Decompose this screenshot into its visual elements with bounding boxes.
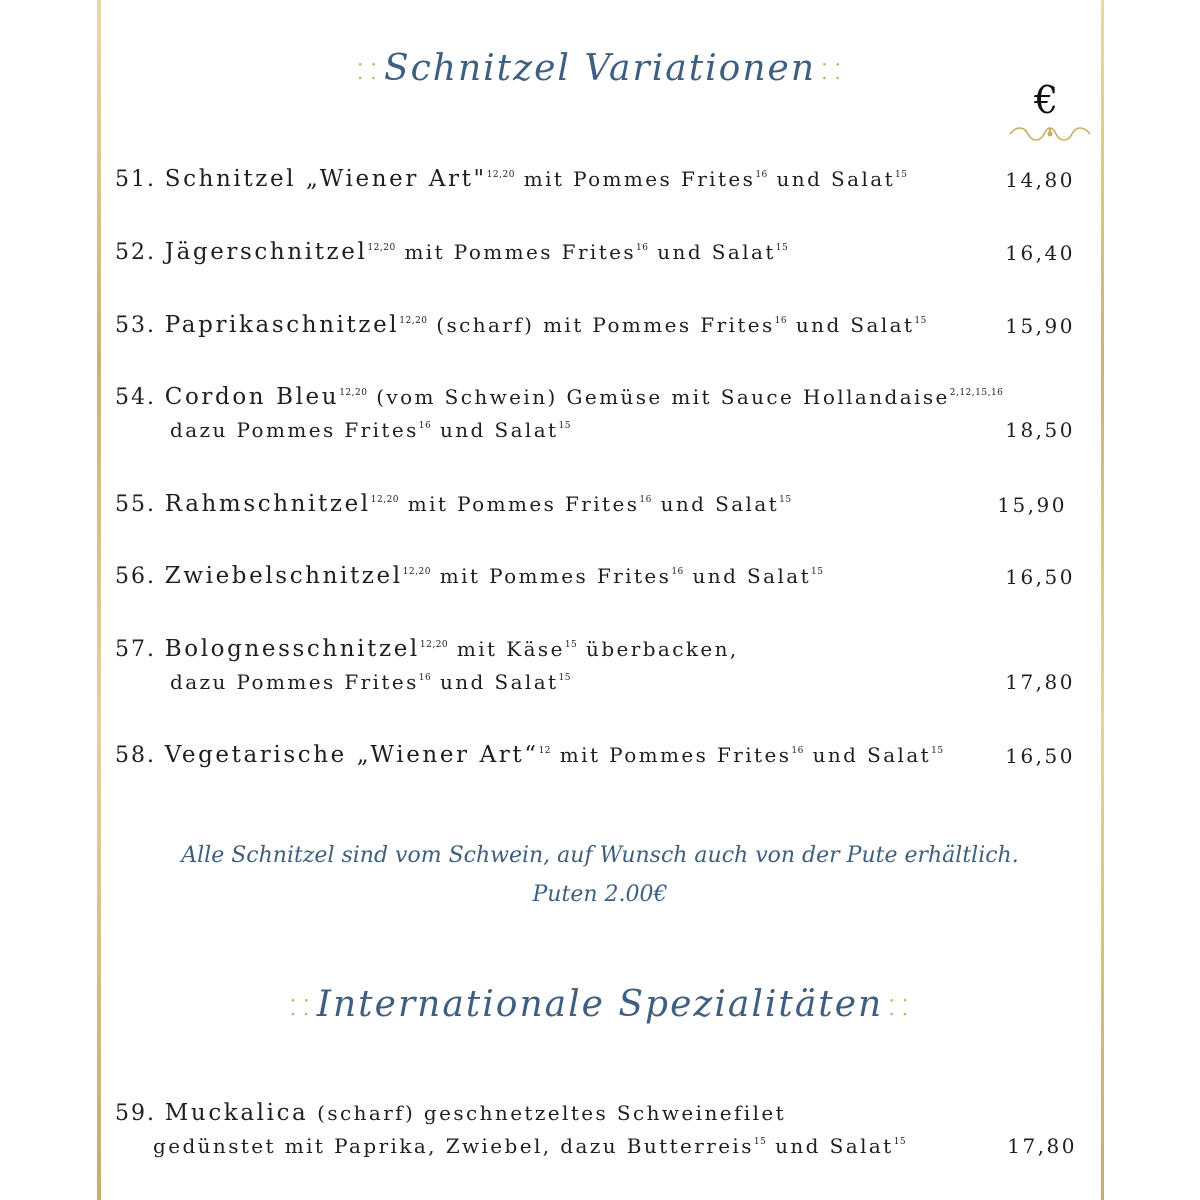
- menu-item-51: [115, 166, 1075, 192]
- allergen-code: 16: [755, 170, 768, 180]
- item-description: und Salat: [648, 240, 776, 264]
- item-line-2: [115, 670, 1075, 694]
- allergen-code: 15: [811, 567, 824, 577]
- item-number: 57.: [115, 637, 156, 662]
- item-price: 16,50: [1005, 565, 1075, 589]
- currency-symbol: €: [1034, 78, 1059, 122]
- allergen-code: 15: [895, 170, 908, 180]
- item-description: mit Käse: [448, 637, 565, 661]
- item-name: Muckalica: [164, 1100, 309, 1126]
- menu-item-56: [115, 563, 1075, 589]
- item-name: Rahmschnitzel: [164, 491, 371, 517]
- item-description: und Salat: [767, 167, 896, 191]
- ornament-right-icon: ⸬: [822, 60, 843, 85]
- item-price: 18,50: [1005, 418, 1075, 442]
- allergen-code: 2,12,15,16: [949, 388, 1004, 398]
- allergen-code: 16: [418, 421, 432, 431]
- allergen-code: 15: [779, 495, 792, 505]
- item-line-2: [115, 1134, 1077, 1158]
- item-name: Schnitzel „Wiener Art": [164, 166, 487, 192]
- item-description: mit Pommes Frites: [551, 743, 792, 767]
- item-price: 17,80: [1005, 670, 1075, 694]
- item-number: 59.: [115, 1101, 156, 1126]
- item-number: 56.: [115, 564, 156, 589]
- section-title-schnitzel: [0, 48, 1200, 89]
- item-number: 55.: [115, 492, 156, 517]
- menu-item-52: [115, 239, 1075, 265]
- item-description: und Salat: [803, 743, 932, 767]
- allergen-code: 12,20: [370, 495, 400, 505]
- item-description: dazu Pommes Frites: [170, 670, 419, 694]
- item-price: 14,80: [1005, 168, 1075, 192]
- item-price: 16,40: [1005, 241, 1075, 265]
- allergen-code: 12,20: [399, 316, 428, 326]
- item-number: 53.: [115, 313, 156, 338]
- item-name: Bolognesschnitzel: [164, 636, 420, 662]
- item-description: (vom Schwein) Gemüse mit Sauce Hollandaise: [367, 385, 950, 409]
- item-description: mit Pommes Frites: [399, 492, 640, 516]
- allergen-code: 16: [418, 673, 432, 683]
- menu-item-59: [115, 1100, 1077, 1158]
- item-description: mit Pommes Frites: [395, 240, 637, 264]
- item-price: 16,50: [1005, 744, 1075, 768]
- section-title-text: Internationale Spezialitäten: [316, 984, 884, 1025]
- item-price: 15,90: [997, 493, 1067, 517]
- allergen-code: 12,20: [486, 170, 515, 180]
- ornament-right-icon: ⸬: [889, 996, 910, 1021]
- item-name: Paprikaschnitzel: [164, 312, 400, 338]
- allergen-code: 15: [564, 640, 578, 650]
- item-description: und Salat: [787, 313, 915, 337]
- allergen-code: 15: [558, 673, 571, 683]
- note-line-1: Alle Schnitzel sind vom Schwein, auf Wunsch auch von der Pute erhältlich.: [181, 843, 1019, 868]
- item-description: und Salat: [766, 1134, 894, 1158]
- section-title-text: Schnitzel Variationen: [383, 48, 817, 89]
- ornament-left-icon: ⸬: [357, 60, 378, 85]
- allergen-code: 12,20: [339, 388, 368, 398]
- note-line-2: Puten 2.00€: [532, 882, 668, 907]
- menu-item-53: [115, 312, 1075, 338]
- item-description: und Salat: [683, 564, 812, 588]
- menu-item-55: [115, 491, 1075, 517]
- item-name: Vegetarische „Wiener Art“: [164, 742, 539, 768]
- item-description: gedünstet mit Paprika, Zwiebel, dazu Butterreis: [153, 1134, 754, 1158]
- allergen-code: 16: [636, 243, 649, 253]
- allergen-code: 12: [538, 746, 552, 756]
- item-number: 51.: [115, 167, 156, 192]
- allergen-code: 12,20: [419, 640, 449, 650]
- section-title-international: [0, 984, 1200, 1025]
- item-description: mit Pommes Frites: [430, 564, 672, 588]
- item-number: 58.: [115, 743, 156, 768]
- item-description: (scharf) mit Pommes Frites: [427, 313, 775, 337]
- item-name: Zwiebelschnitzel: [164, 563, 403, 589]
- allergen-code: 16: [774, 316, 788, 326]
- allergen-code: 12,20: [402, 567, 431, 577]
- item-description: und Salat: [431, 418, 559, 442]
- ornament-left-icon: ⸬: [290, 996, 311, 1021]
- item-description: mit Pommes Frites: [514, 167, 756, 191]
- item-description: überbacken,: [577, 637, 739, 661]
- allergen-code: 15: [893, 1137, 907, 1147]
- item-number: 54.: [115, 385, 156, 410]
- item-number: 52.: [115, 240, 156, 265]
- allergen-code: 15: [914, 316, 927, 326]
- item-line-2: [115, 418, 1075, 442]
- item-description: und Salat: [431, 670, 559, 694]
- item-name: Jägerschnitzel: [164, 239, 368, 265]
- menu-item-57: [115, 636, 1075, 694]
- item-description: (scharf) geschnetzeltes Schweinefilet: [308, 1101, 787, 1125]
- item-price: 17,80: [1007, 1134, 1077, 1158]
- allergen-code: 16: [791, 746, 804, 756]
- currency-ornament-icon: [1006, 124, 1094, 144]
- allergen-code: 15: [558, 421, 571, 431]
- item-name: Cordon Bleu: [164, 384, 340, 410]
- allergen-code: 12,20: [367, 243, 396, 253]
- allergen-code: 15: [775, 243, 789, 253]
- allergen-code: 15: [753, 1137, 767, 1147]
- item-description: und Salat: [651, 492, 780, 516]
- allergen-code: 16: [671, 567, 684, 577]
- allergen-code: 16: [639, 495, 652, 505]
- item-price: 15,90: [1005, 314, 1075, 338]
- menu-item-58: [115, 742, 1075, 768]
- allergen-code: 15: [931, 746, 944, 756]
- menu-item-54: [115, 384, 1075, 442]
- item-description: dazu Pommes Frites: [170, 418, 419, 442]
